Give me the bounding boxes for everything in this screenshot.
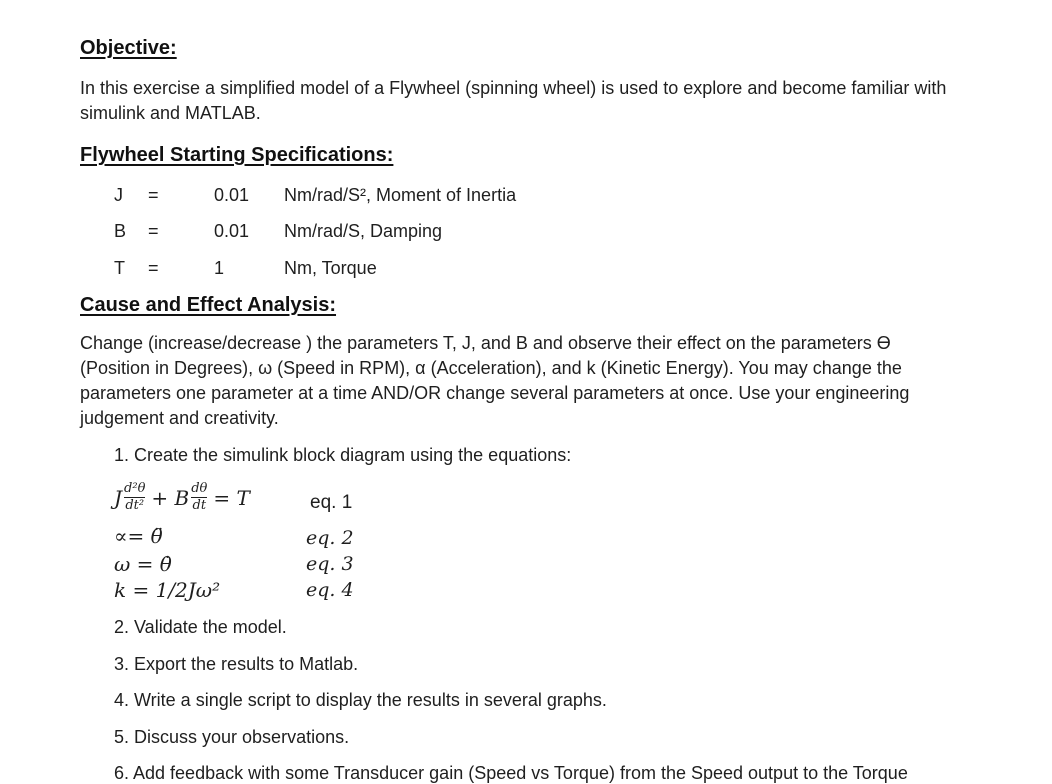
objective-heading: Objective: bbox=[80, 37, 177, 59]
spec-symbol: B bbox=[114, 221, 127, 241]
spec-value: 0.01 bbox=[214, 221, 250, 241]
step-3: 3. Export the results to Matlab. bbox=[114, 654, 359, 674]
spec-symbol: T bbox=[114, 258, 125, 278]
objective-text: In this exercise a simplified model of a Flywheel (spinning wheel) is used to explore and become familiar with simulink and MATLAB. bbox=[80, 78, 947, 123]
eq1-first-derivative bbox=[191, 482, 207, 513]
spec-equals: = bbox=[148, 221, 159, 241]
eq1-j: J bbox=[114, 485, 123, 510]
spec-desc: Nm/rad/S, Damping bbox=[284, 221, 443, 241]
specs-heading: Flywheel Starting Specifications: bbox=[80, 144, 394, 166]
eq1-plus-b: + B bbox=[151, 485, 190, 510]
spec-desc: Nm, Torque bbox=[284, 258, 377, 278]
frac-num: d²θ bbox=[124, 481, 146, 496]
analysis-text: Change (increase/decrease ) the parameters T, J, and B and observe their effect on the parameters ϴ (Position in Degrees), ω (Speed in RPM), α (Acceleration), and k (Kinetic Energy). You may change the parameters one parameter at a time AND/OR change several parameters at once. Use your engineering judgement and creativity. bbox=[80, 333, 910, 428]
frac-den: dt² bbox=[125, 498, 145, 513]
step-1: 1. Create the simulink block diagram using the equations: bbox=[114, 445, 572, 465]
step-5: 5. Discuss your observations. bbox=[114, 727, 350, 747]
eq1-rhs: = T bbox=[213, 485, 250, 510]
step-4: 4. Write a single script to display the results in several graphs. bbox=[114, 690, 607, 710]
frac-num: dθ bbox=[191, 481, 208, 496]
frac-den: dt bbox=[192, 498, 207, 513]
spec-desc: Nm/rad/S², Moment of Inertia bbox=[284, 185, 517, 205]
equation-1 bbox=[114, 482, 250, 513]
spec-equals: = bbox=[148, 258, 159, 278]
eq1-label: eq. 1 bbox=[310, 492, 353, 513]
step-6: 6. Add feedback with some Transducer gain (Speed vs Torque) from the Speed output to the Torque bbox=[114, 763, 908, 783]
eq2-label: eq. 2 bbox=[306, 527, 354, 549]
analysis-heading: Cause and Effect Analysis: bbox=[80, 294, 337, 316]
spec-symbol: J bbox=[114, 185, 123, 205]
equation-4: k = 1/2Jω² bbox=[114, 578, 221, 602]
step-2: 2. Validate the model. bbox=[114, 617, 287, 637]
spec-value: 1 bbox=[214, 258, 225, 278]
eq1-second-derivative bbox=[124, 482, 145, 513]
eq3-label: eq. 3 bbox=[306, 553, 354, 575]
equation-2: ∝= θ̈ bbox=[114, 524, 163, 548]
spec-equals: = bbox=[148, 185, 159, 205]
equation-3: ω = θ̇ bbox=[114, 552, 172, 576]
spec-value: 0.01 bbox=[214, 185, 250, 205]
eq4-label: eq. 4 bbox=[306, 579, 354, 601]
